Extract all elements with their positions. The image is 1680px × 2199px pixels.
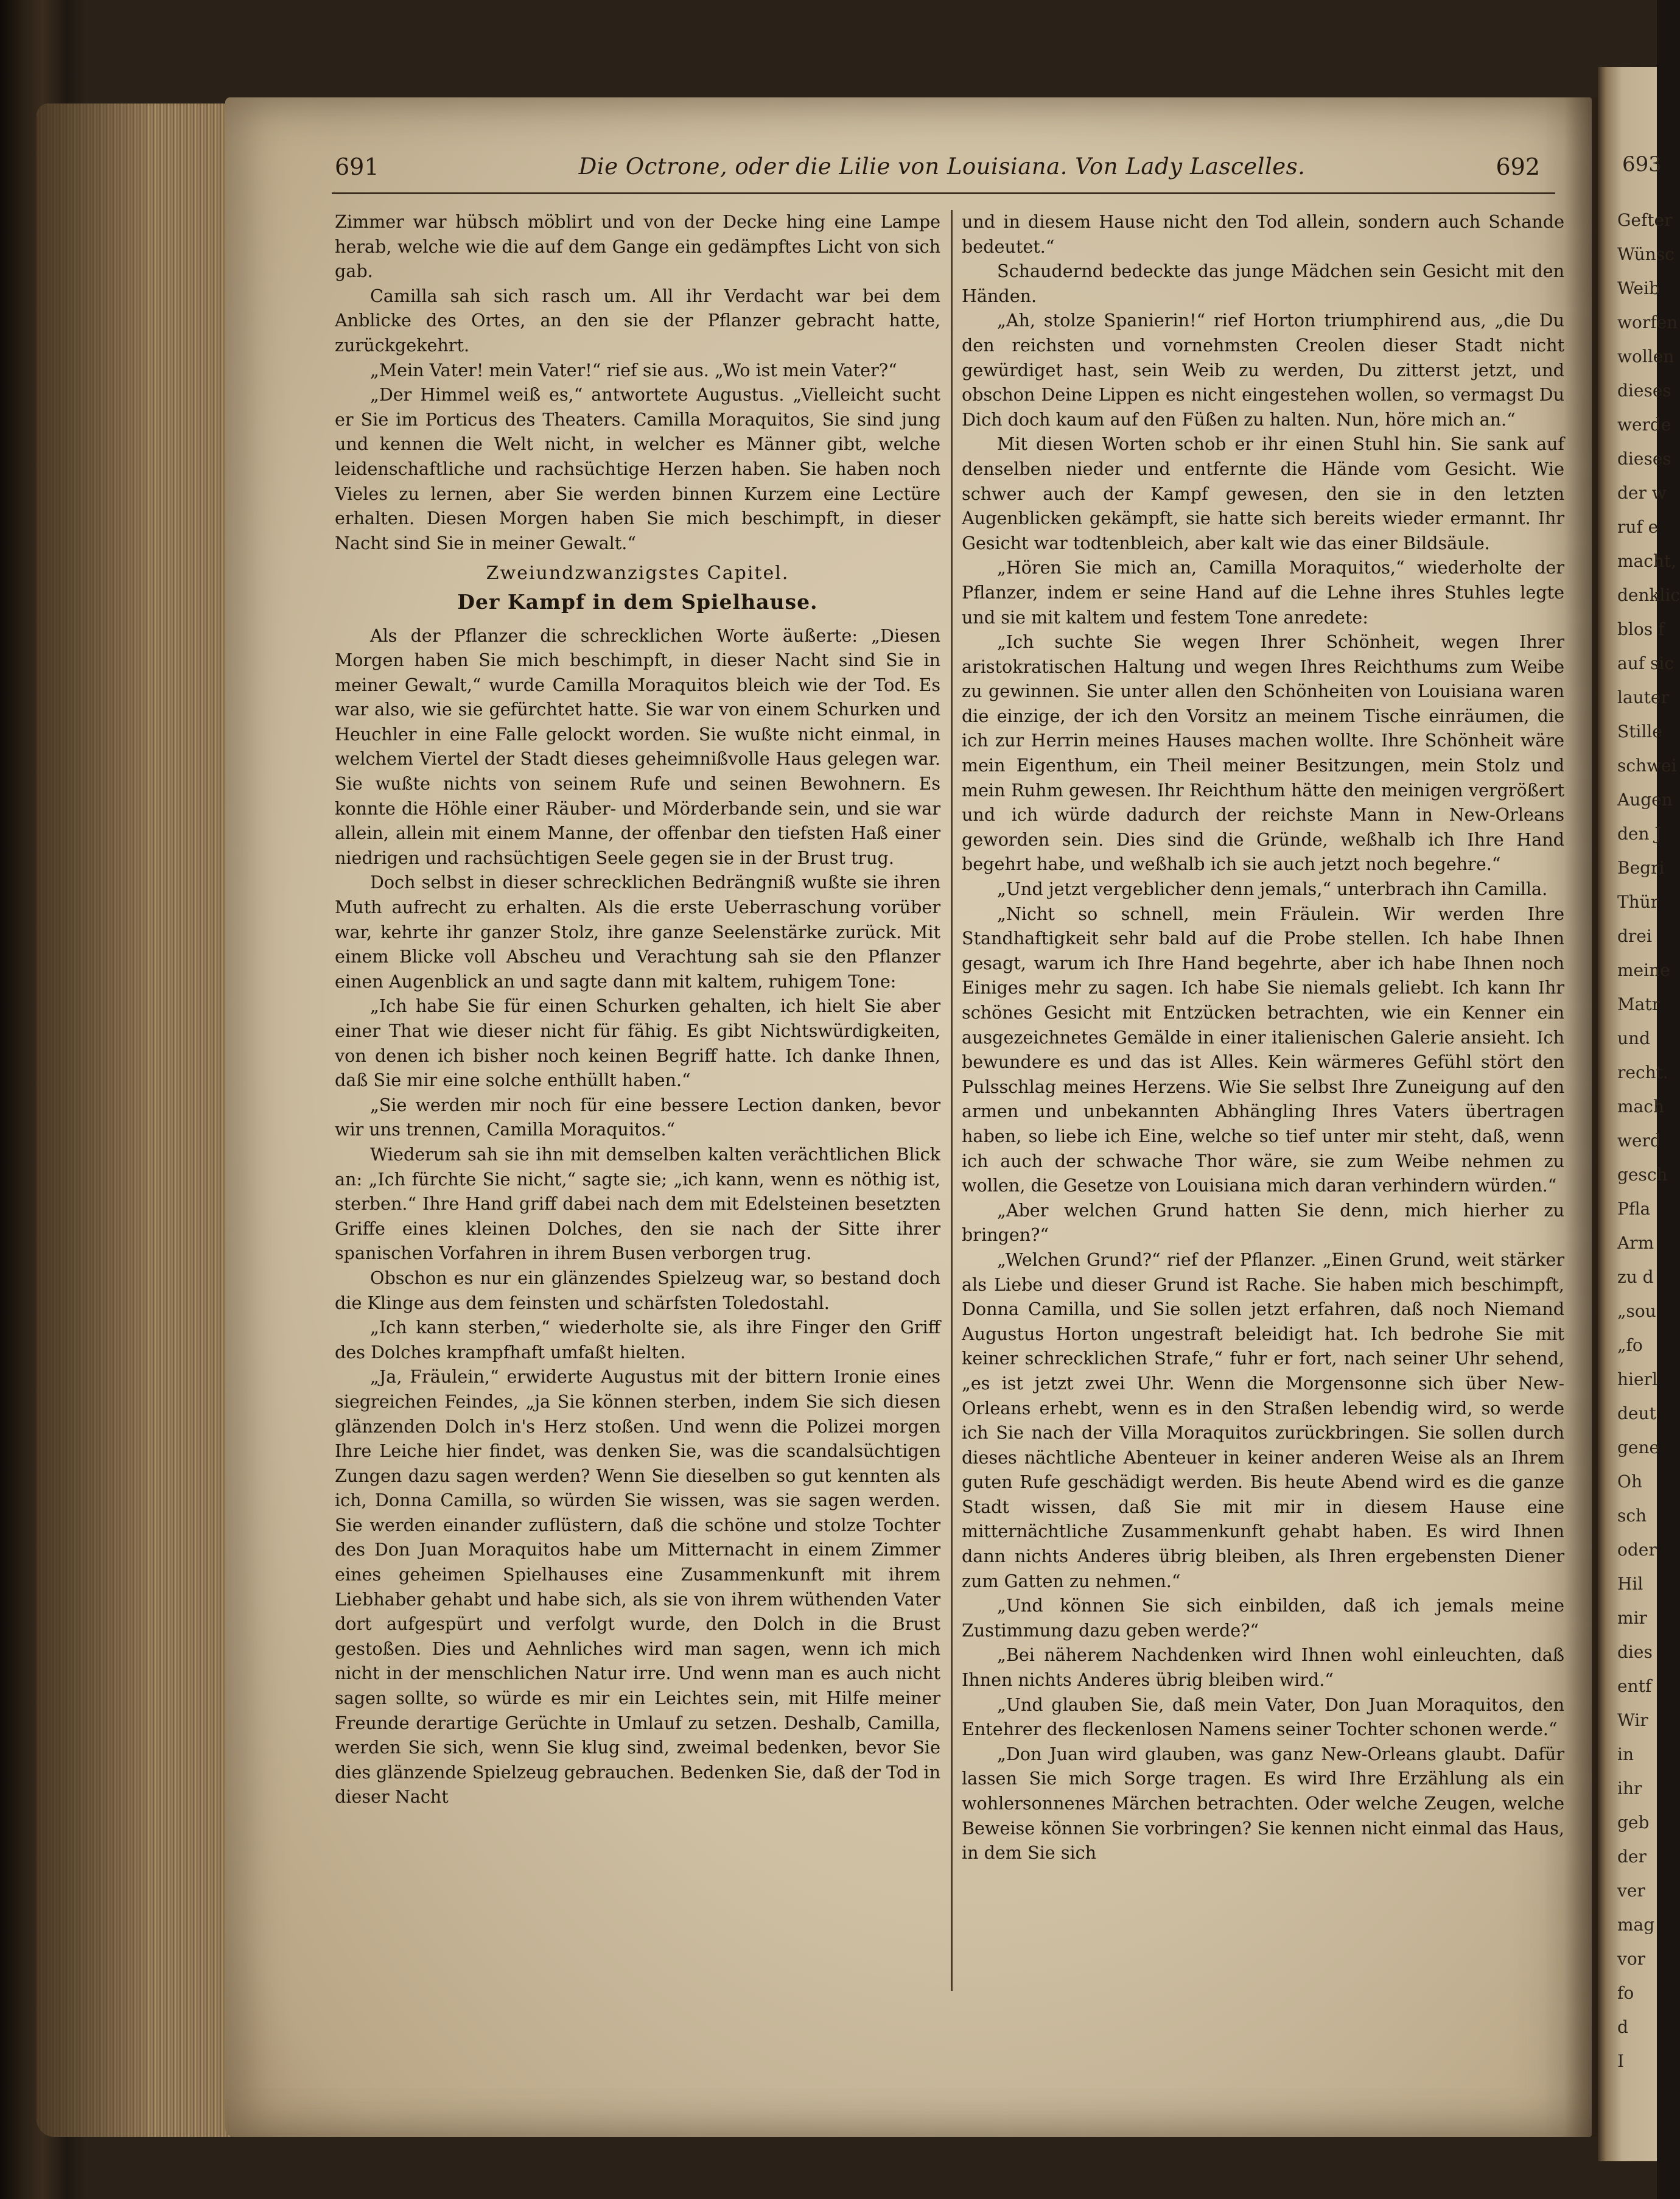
next-page-fragment: worfen [1617,312,1678,332]
next-page-fragment: in [1617,1744,1634,1764]
page-header [329,151,1555,188]
next-page-fragment: ihr [1617,1778,1642,1798]
paragraph: Zimmer war hübsch möblirt und von der Decke hing eine Lampe herab, welche wie die auf dem Gange ein gedämpftes Licht von sich gab. [335,211,940,282]
next-page-fragment: der w [1617,483,1667,503]
next-page-fragment: meine [1617,960,1670,980]
next-page-fragment: macht, [1617,551,1677,571]
next-page-fragment: blos f [1617,619,1665,639]
next-page-fragment: geb [1617,1812,1650,1832]
next-page-fragment: dies [1617,1642,1653,1662]
next-page-fragment: recht. [1617,1062,1668,1082]
next-page-fragment: wollen [1617,346,1675,366]
next-page-fragment: dieses [1617,381,1671,401]
next-page-fragment: gesch [1617,1165,1668,1185]
next-page-fragment: Stille [1617,721,1662,742]
next-page-fragment: hierl [1617,1369,1657,1389]
next-page-fragment: mir [1617,1608,1647,1628]
paragraph: Als der Pflanzer die schrecklichen Worte äußerte: „Diesen Morgen haben Sie mich beschimpft, in dieser Nacht sind Sie in meiner Gewalt,“ wurde Camilla Moraquitos bleich wie der Tod. Es war also, wie sie gefürchtet hatte. Sie war von einem Schurken und Heuchler in eine Falle gelockt worden. Sie wußte nicht einmal, in welchem Viertel der Stadt dieses geheimnißvolle Haus gelegen war. Sie wußte nichts von seinem Rufe und seinen Bewohnern. Es konnte die Höhle einer Räuber- und Mörderbande sein, und sie war allein, allein mit einem Manne, der offenbar den tiefsten Haß einer niedrigen und rachsüchtigen Seele gegen sie in der Brust trug. [335,625,940,868]
paragraph: „Welchen Grund?“ rief der Pflanzer. „Einen Grund, weit stärker als Liebe und dieser Grund ist Rache. Sie haben mich beschimpft, Donna Camilla, und Sie sollen jetzt erfahren, daß noch Niemand Augustus Horton ungestraft beleidigt hat. Ich bedrohe Sie mit keiner schrecklichen Strafe,“ fuhr er fort, nach seiner Uhr sehend, „es ist jetzt zwei Uhr. Wenn die Morgensonne sich über New-Orleans erhebt, wenn es in den Straßen lebendig wird, so werde ich Sie nach der Villa Moraquitos zurückbringen. Sie sollen durch dieses nächtliche Abenteuer in keiner anderen Weise als an Ihrem guten Rufe geschädigt werden. Bis heute Abend wird es die ganze Stadt wissen, daß Sie mit mir in diesem Hause eine mitternächtliche Zusammenkunft gehabt haben. Es wird Ihnen dann nichts Anderes übrig bleiben, als Ihren ergebensten Diener zum Gatten zu nehmen.“ [962,1249,1564,1591]
next-page-fragment: ver [1617,1881,1645,1901]
next-page-fragment: mag [1617,1915,1655,1935]
page-number-left: 691 [335,153,379,180]
next-page-fragment: ruf e [1617,517,1659,537]
running-title: Die Octrone, oder die Lilie von Louisiana. Von Lady Lascelles. [578,153,1306,180]
next-page-fragment: Augen [1617,790,1673,810]
next-page-fragment: „sou [1617,1301,1656,1321]
next-page-fragment: dieses [1617,449,1671,469]
next-page-fragment: Oh [1617,1471,1642,1492]
next-page-fragment: oder [1617,1540,1657,1560]
next-page-fragment: werd [1617,1131,1661,1151]
next-page-fragment: zu d [1617,1267,1654,1287]
paragraph: Obschon es nur ein glänzendes Spielzeug war, so bestand doch die Klinge aus dem feinsten und schärfsten Toledostahl. [335,1267,940,1313]
next-page-fragment: gene [1617,1437,1660,1457]
next-page-fragment: mach [1617,1096,1664,1117]
paragraph: „Der Himmel weiß es,“ antwortete Augustus. „Vielleicht sucht er Sie im Porticus des Theaters. Camilla Moraquitos, Sie sind jung und kennen die Welt nicht, in welcher es Männer gibt, welche leidenschaftliche und rachsüchtige Herzen haben. Sie haben noch Vieles zu lernen, aber Sie werden binnen Kurzem eine Lectüre erhalten. Diesen Morgen haben Sie mich beschimpft, in dieser Nacht sind Sie in meiner Gewalt.“ [335,384,940,553]
next-page-fragment: auf sic [1617,653,1674,673]
paragraph: „Ich habe Sie für einen Schurken gehalten, ich hielt Sie aber einer That wie dieser nicht für fähig. Es gibt Nichtswürdigkeiten, von denen ich bisher noch keinen Begriff hatte. Ich danke Ihnen, daß Sie mir eine solche enthüllt haben.“ [335,995,940,1091]
paragraph: „Und können Sie sich einbilden, daß ich jemals meine Zustimmung dazu geben werde?“ [962,1595,1564,1641]
header-rule [332,192,1555,194]
next-page-fragment: Wir [1617,1710,1648,1730]
next-page-fragment: Gefter [1617,210,1673,230]
next-page-number: 693 [1622,152,1662,177]
next-page-fragment: Pfla [1617,1199,1651,1219]
next-page-fragment: drei [1617,926,1652,946]
gutter-shadow [1564,97,1601,2137]
paragraph: „Sie werden mir noch für eine bessere Lection danken, bevor wir uns trennen, Camilla Moraquitos.“ [335,1094,940,1140]
next-page-fragment: Weib [1617,278,1660,298]
chapter-title: Der Kampf in dem Spielhause. [457,589,818,614]
next-page-fragment: denklic [1617,585,1680,605]
next-page-fragment: deut [1617,1403,1656,1423]
paragraph: „Ja, Fräulein,“ erwiderte Augustus mit der bittern Ironie eines siegreichen Feindes, „ja Sie können sterben, indem Sie sich diesen glänzenden Dolch in's Herz stoßen. Und wenn die Polizei morgen Ihre Leiche hier findet, was denken Sie, was die scandalsüchtigen Zungen dazu sagen werden? Wenn Sie dieselben so gut kennten als ich, Donna Camilla, so würden Sie wissen, was sie sagen werden. Sie werden einander zuflüstern, daß die schöne und stolze Tochter des Don Juan Moraquitos habe um Mitternacht in einem Zimmer eines geheimen Spielhauses eine Zusammenkunft mit ihrem Liebhaber gehabt und habe sich, als sie von ihrem wüthenden Vater dort aufgespürt und verfolgt wurde, den Dolch in die Brust gestoßen. Dies und Aehnliches wird man sagen, wenn ich mich nicht in der menschlichen Natur irre. Und wenn man es auch nicht sagen sollte, so würde es mir ein Leichtes sein, mit Hilfe meiner Freunde derartige Gerüchte in Umlauf zu setzen. Deshalb, Camilla, werden Sie sich, wenn Sie klug sind, zweimal bedenken, bevor Sie dies glänzende Spielzeug gebrauchen. Bedenken Sie, daß der Tod in dieser Nacht [335,1366,940,1808]
next-page-fragment: lauter [1617,687,1669,707]
right-column [962,209,1564,1865]
next-page-fragment: Wünsc [1617,244,1675,264]
paragraph: „Und glauben Sie, daß mein Vater, Don Juan Moraquitos, den Entehrer des fleckenlosen Namens seiner Tochter schonen werde.“ [962,1694,1564,1740]
paragraph: „Und jetzt vergeblicher denn jemals,“ unterbrach ihn Camilla. [997,879,1548,900]
paragraph: und in diesem Hause nicht den Tod allein, sondern auch Schande bedeutet.“ [962,211,1564,257]
next-page-fragment: d [1617,2017,1628,2037]
page-edge-stain [37,103,146,2137]
next-page-fragment: Begri [1617,858,1665,878]
next-page-fragment: Hil [1617,1574,1643,1594]
paragraph: „Ich suchte Sie wegen Ihrer Schönheit, wegen Ihrer aristokratischen Haltung und wegen Ihres Reichthums zum Weibe zu gewinnen. Sie unter allen den Schönheiten von Louisiana waren die einzige, der ich den Vorsitz an meinem Tische einräumen, die ich zur Herrin meines Hauses machen wollte. Ihre Schönheit wäre mein Eigenthum, ein Theil meiner Besitzungen, mein Stolz und mein Ruhm gewesen. Ihr Reichthum hätte den meinigen vergrößert und ich würde dadurch der reichste Mann in New-Orleans geworden sein. Dies sind die Gründe, weßhalb ich Ihre Hand begehrt habe, und weßhalb ich sie auch jetzt noch begehre.“ [962,631,1564,875]
chapter-number: Zweiundzwanzigstes Capitel. [486,563,789,584]
paragraph: „Mein Vater! mein Vater!“ rief sie aus. „Wo ist mein Vater?“ [370,359,897,381]
paragraph: „Ah, stolze Spanierin!“ rief Horton triumphirend aus, „die Du den reichsten und vornehmsten Creolen dieser Stadt nicht gewürdiget hast, sein Weib zu werden, Du zitterst jetzt, und obschon Deine Lippen es nicht eingestehen wollen, so vermagst Du Dich doch kaum auf den Füßen zu halten. Nun, höre mich an.“ [962,310,1564,430]
left-column [335,209,940,1809]
paragraph: Mit diesen Worten schob er ihr einen Stuhl hin. Sie sank auf denselben nieder und entfernte die Hände vom Gesicht. Wie schwer auch der Kampf gewesen, den sie in den letzten Augenblicken gekämpft, sie hatte sich bereits wieder ermannt. Ihr Gesicht war todtenbleich, aber kalt wie das einer Bildsäule. [962,433,1564,553]
paragraph: Schaudernd bedeckte das junge Mädchen sein Gesicht mit den Händen. [962,261,1564,306]
next-page-fragment: schwei [1617,756,1677,776]
paragraph: Wiederum sah sie ihn mit demselben kalten verächtlichen Blick an: „Ich fürchte Sie nicht,“ sagte sie; „ich kann, wenn es nöthig ist, sterben.“ Ihre Hand griff dabei nach dem mit Edelsteinen besetzten Griffe eines kleinen Dolches, den sie nach der Sitte ihrer spanischen Vorfahren in ihrem Busen verborgen trug. [335,1143,940,1264]
paragraph: „Bei näherem Nachdenken wird Ihnen wohl einleuchten, daß Ihnen nichts Anderes übrig bleiben wird.“ [962,1644,1564,1691]
next-page-fragment: sch [1617,1506,1647,1526]
column-divider [951,210,953,1991]
paragraph: Doch selbst in dieser schrecklichen Bedrängniß wußte sie ihren Muth aufrecht zu erhalten. Als die erste Ueberraschung vorüber war, kehrte ihr ganzer Stolz, ihre ganze Seelenstärke zurück. Mit einem Blicke voll Abscheu und Verachtung sah sie den Pflanzer einen Augenblick an und sagte dann mit kaltem, ruhigem Tone: [335,872,940,992]
paragraph: „Ich kann sterben,“ wiederholte sie, als ihre Finger den Griff des Dolches krampfhaft umfaßt hielten. [335,1317,940,1363]
next-page-fragment: und [1617,1028,1650,1048]
next-page-fragment: der [1617,1847,1647,1867]
next-page-fragment: werde [1617,415,1671,435]
paragraph: Camilla sah sich rasch um. All ihr Verdacht war bei dem Anblicke des Ortes, an den sie der Pflanzer gebracht hatte, zurückgekehrt. [335,285,940,356]
paragraph: „Nicht so schnell, mein Fräulein. Wir werden Ihre Standhaftigkeit sehr bald auf die Probe stellen. Ich habe Ihnen gesagt, warum ich Ihre Hand begehrte, aber ich habe Ihnen noch Einiges mehr zu sagen. Ich habe Sie niemals geliebt. Ich kann Ihr schönes Gesicht mit Entzücken betrachten, wie ein Kenner ein ausgezeichnetes Gemälde in einer italienischen Galerie ansieht. Ich bewundere es und das ist Alles. Kein wärmeres Gefühl stört den Pulsschlag meines Herzens. Wie Sie selbst Ihre Zuneigung auf den armen und unbekannten Abhängling Ihres Vaters übertragen haben, so liebe ich Eine, welche so tief unter mir steht, daß, wenn ich auch der schwache Thor wäre, sie zum Weibe nehmen zu wollen, die Gesetze von Louisiana mich daran verhindern würden.“ [962,903,1564,1196]
next-page-fragment: Matr [1617,994,1660,1014]
next-page-fragment: Thür [1617,892,1659,912]
next-page-fragment: vor [1617,1949,1646,1969]
next-page-fragment: Arm [1617,1233,1654,1253]
next-page-fragment: fo [1617,1983,1634,2003]
next-page-fragment: entf [1617,1676,1652,1696]
paragraph: „Hören Sie mich an, Camilla Moraquitos,“ wiederholte der Pflanzer, indem er seine Hand auf die Lehne ihres Stuhles legte und sie mit kaltem und festem Tone anredete: [962,557,1564,628]
next-page-edge [1598,67,1680,2161]
paragraph: „Don Juan wird glauben, was ganz New-Orleans glaubt. Dafür lassen Sie mich Sorge tragen. Es wird Ihre Erzählung als ein wohlersonnenes Märchen betrachten. Oder welche Zeugen, welche Beweise können Sie vorbringen? Sie kennen nicht einmal das Haus, in dem Sie sich [962,1743,1564,1864]
next-page-fragment: I [1617,2051,1625,2071]
next-page-fragment: „fo [1617,1335,1643,1355]
paragraph: „Aber welchen Grund hatten Sie denn, mich hierher zu bringen?“ [962,1199,1564,1246]
next-page-fragment: den J [1617,824,1662,844]
page-number-right: 692 [1496,153,1540,180]
